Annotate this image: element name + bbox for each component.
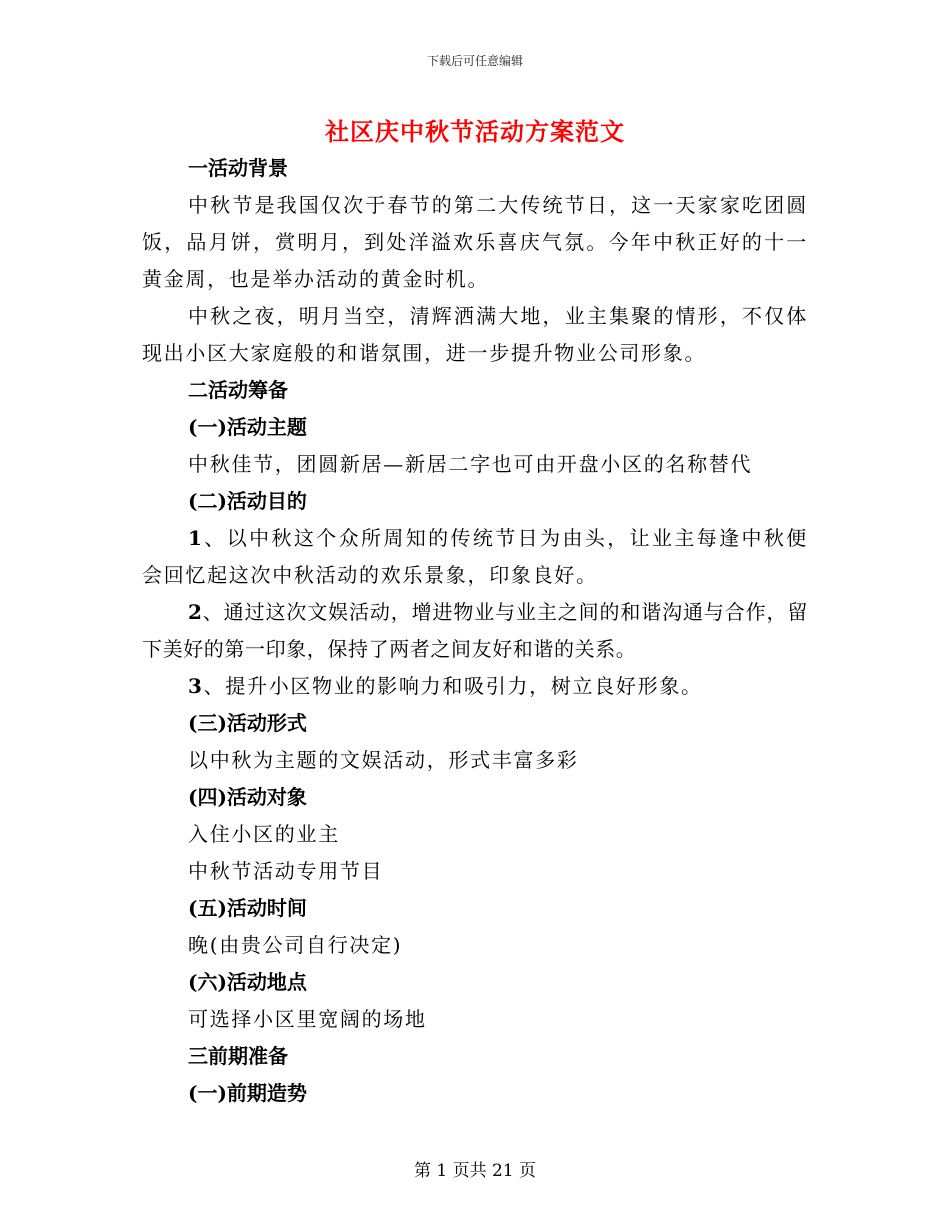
section-heading-early-prep: 三前期准备 xyxy=(188,1044,288,1068)
page-header: 下载后可任意编辑 xyxy=(426,54,523,68)
document-body xyxy=(142,150,808,1112)
section-heading-preparation: 二活动筹备 xyxy=(188,378,288,402)
purpose-item-text: 、以中秋这个众所周知的传统节日为由头，让业主每逢中秋便会回忆起这次中秋活动的欢乐景象，印象良好。 xyxy=(142,526,808,587)
theme-text: 中秋佳节，团圆新居—新居二字也可由开盘小区的名称替代 xyxy=(188,452,753,476)
subheading-audience: (四)活动对象 xyxy=(188,785,307,809)
paragraph-background-1: 中秋节是我国仅次于春节的第二大传统节日，这一天家家吃团圆饭，品月饼，赏明月，到处洋溢欢乐喜庆气氛。今年中秋正好的十一黄金周，也是举办活动的黄金时机。 xyxy=(142,193,808,291)
purpose-item-2 xyxy=(142,594,808,668)
page-footer: 第 1 页共 21 页 xyxy=(413,1161,537,1181)
subheading-format: (三)活动形式 xyxy=(188,711,307,735)
purpose-item-text: 、提升小区物业的影响力和吸引力，树立良好形象。 xyxy=(203,674,703,698)
subheading-time: (五)活动时间 xyxy=(188,896,307,920)
paragraph-background-2: 中秋之夜，明月当空，清辉洒满大地，业主集聚的情形，不仅体现出小区大家庭般的和谐氛围，进一步提升物业公司形象。 xyxy=(142,304,808,365)
purpose-item-number: 1 xyxy=(188,526,204,550)
subheading-location: (六)活动地点 xyxy=(188,970,307,994)
location-text: 可选择小区里宽阔的场地 xyxy=(188,1007,427,1031)
time-text: 晚(由贵公司自行决定) xyxy=(188,933,403,957)
audience-line-2: 中秋节活动专用节目 xyxy=(188,859,384,883)
subheading-theme: (一)活动主题 xyxy=(188,415,307,439)
purpose-item-3 xyxy=(142,668,808,705)
subheading-publicity: (一)前期造势 xyxy=(188,1081,307,1105)
purpose-item-text: 、通过这次文娱活动，增进物业与业主之间的和谐沟通与合作，留下美好的第一印象，保持了两者之间友好和谐的关系。 xyxy=(142,600,808,661)
section-heading-background: 一活动背景 xyxy=(188,156,288,180)
purpose-item-number: 2 xyxy=(188,600,203,624)
format-text: 以中秋为主题的文娱活动，形式丰富多彩 xyxy=(188,748,579,772)
purpose-item-number: 3 xyxy=(188,674,204,698)
purpose-item-1 xyxy=(142,520,808,594)
document-title: 社区庆中秋节活动方案范文 xyxy=(325,117,625,146)
subheading-purpose: (二)活动目的 xyxy=(188,489,307,513)
audience-line-1: 入住小区的业主 xyxy=(188,822,340,846)
